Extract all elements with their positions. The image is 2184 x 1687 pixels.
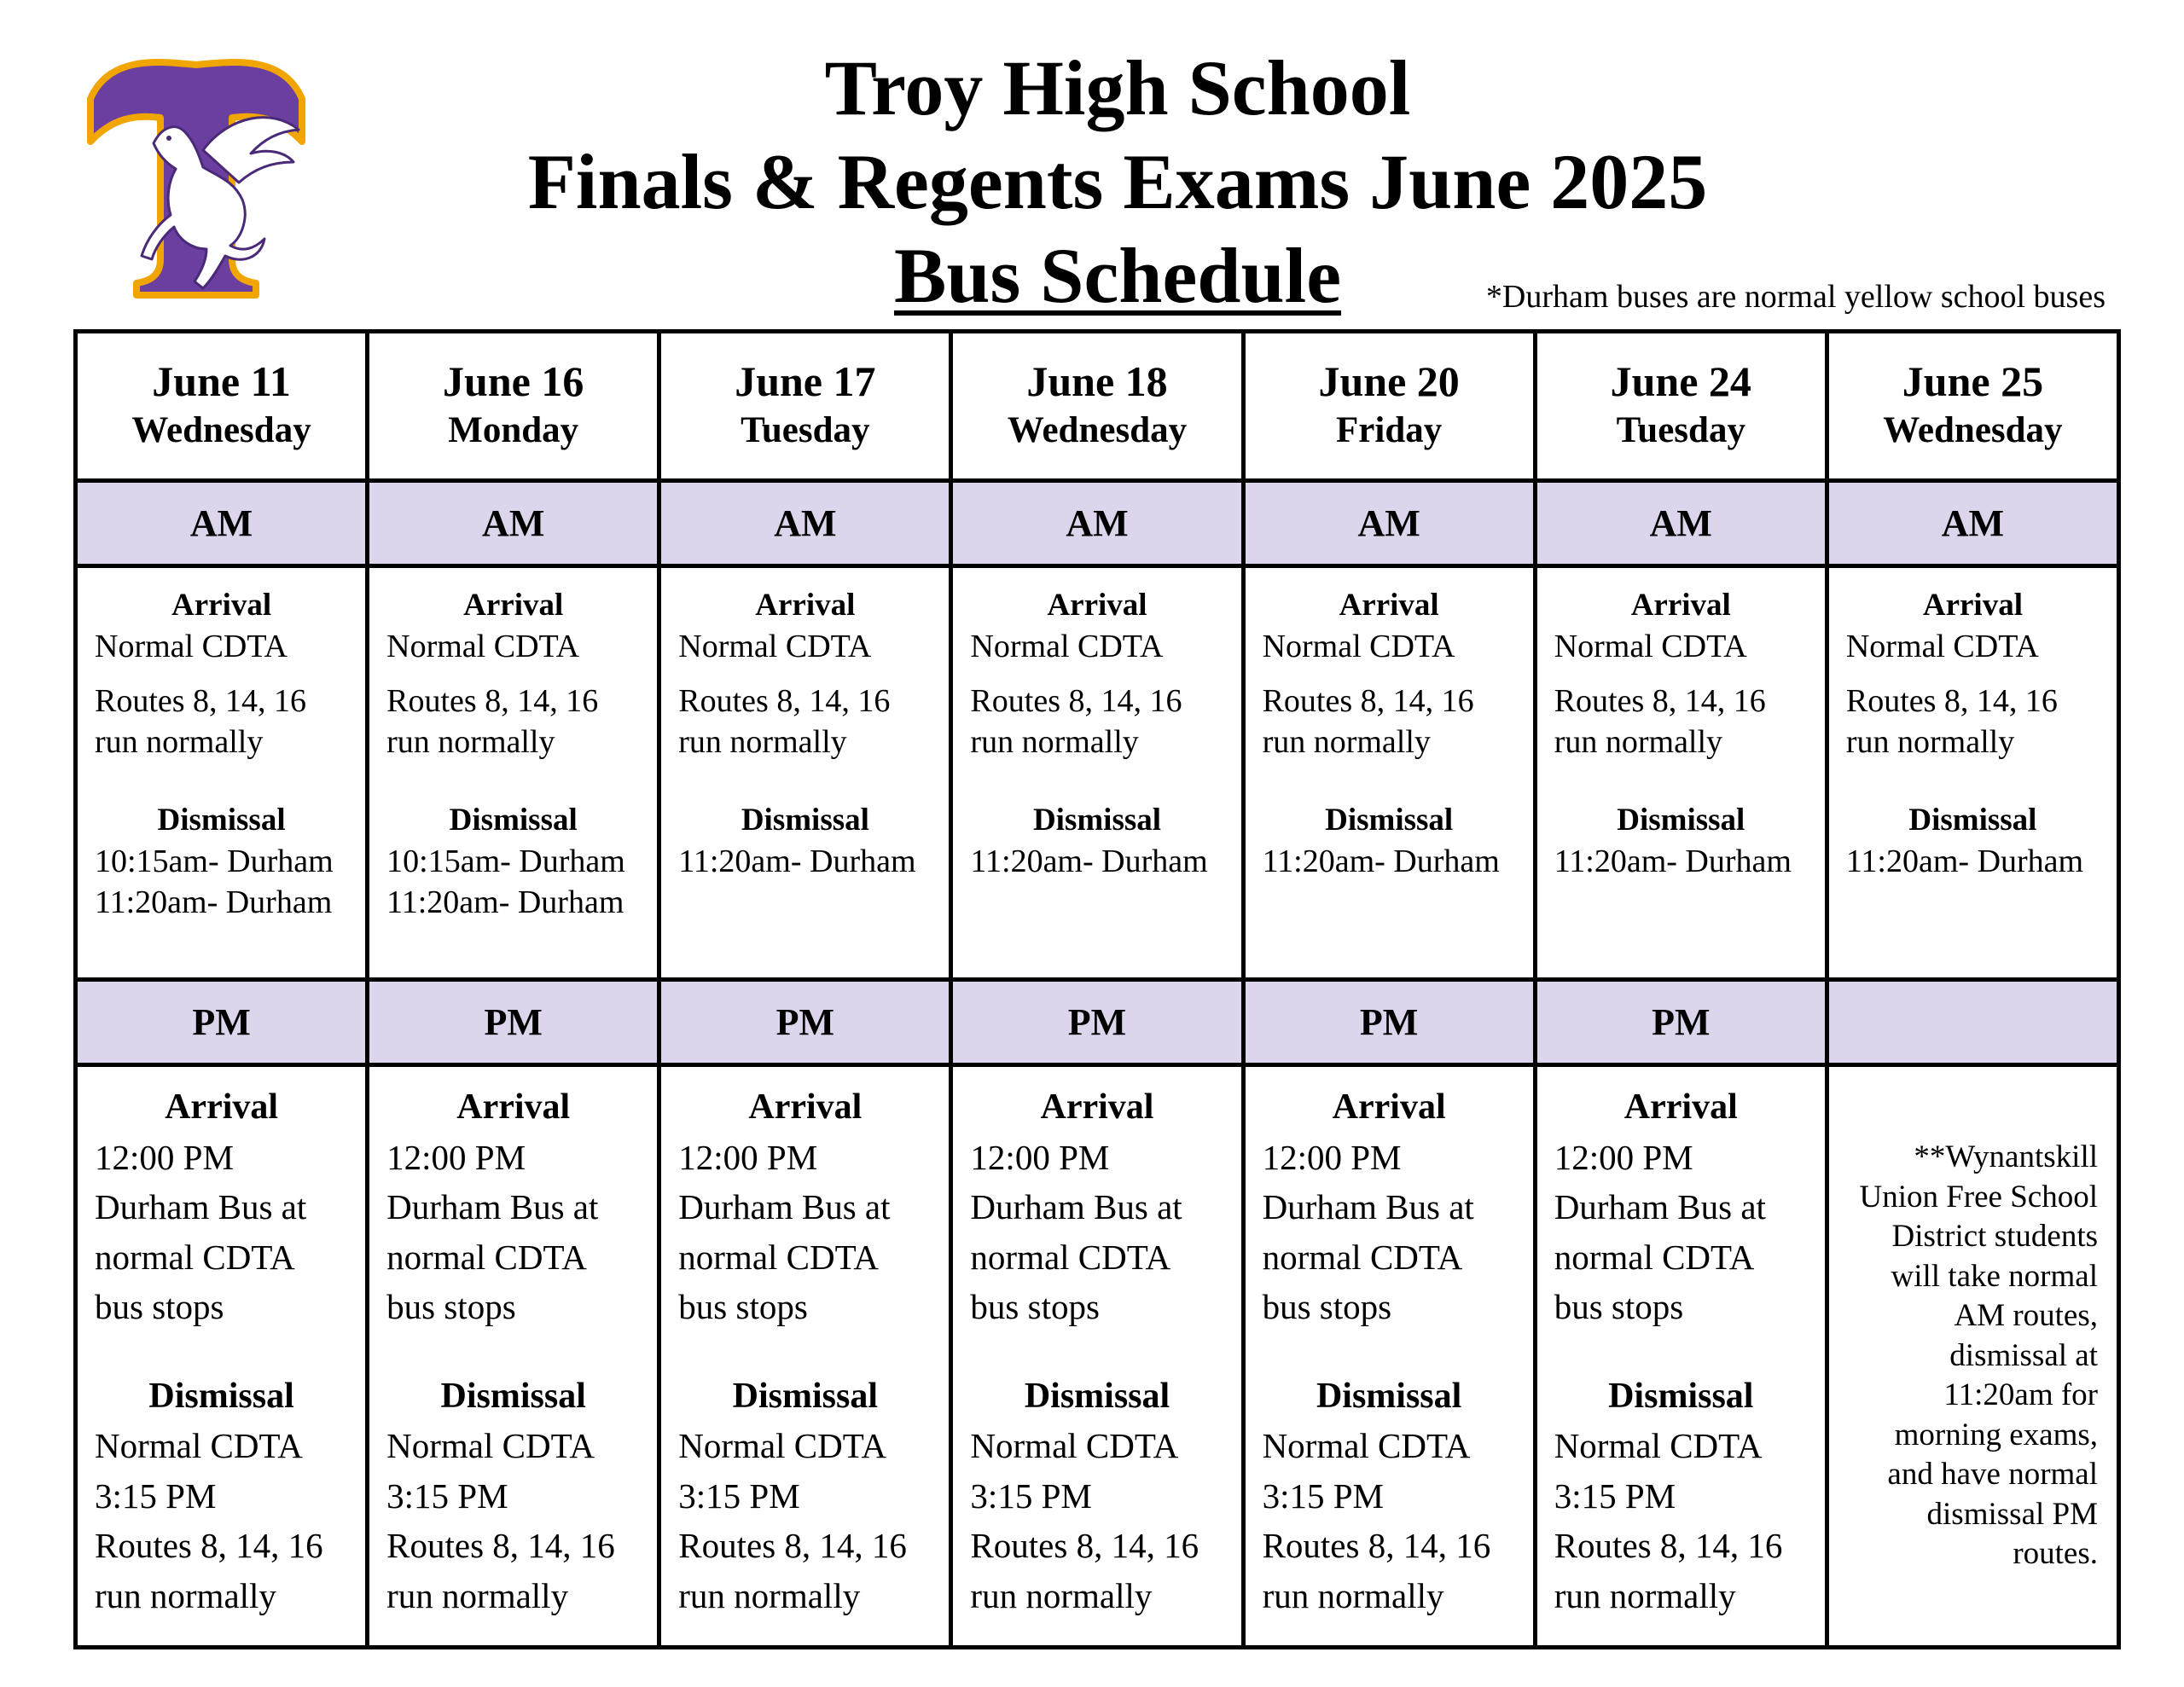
arrival-text: Normal CDTA	[1262, 629, 1455, 664]
pm-label	[1827, 980, 2118, 1065]
routes-text: Routes 8, 14, 16	[1845, 683, 2058, 719]
dismissal-time: 11:20am- Durham	[1845, 844, 2084, 879]
dismissal-time: 11:20am- Durham	[678, 844, 916, 879]
wynantskill-note-line: routes.	[2013, 1536, 2098, 1572]
dismissal-text: Normal CDTA	[95, 1426, 303, 1465]
dismissal-text: run normally	[95, 1575, 276, 1615]
arrival-text: 12:00 PM	[95, 1137, 234, 1177]
pm-cell	[659, 1065, 951, 1648]
routes-text: run normally	[386, 724, 555, 760]
wynantskill-note-line: District students	[1891, 1219, 2098, 1255]
arrival-label: Arrival	[1922, 588, 2023, 623]
wynantskill-note-line: AM routes,	[1954, 1298, 2098, 1334]
arrival-text: Durham Bus at	[970, 1187, 1182, 1226]
routes-text: Routes 8, 14, 16	[970, 683, 1182, 719]
school-name-title: Troy High School	[824, 44, 1411, 131]
day-header	[951, 332, 1243, 481]
wynantskill-note-line: dismissal PM	[1926, 1496, 2098, 1532]
am-cell	[951, 566, 1243, 980]
routes-text: Routes 8, 14, 16	[1554, 683, 1766, 719]
dismissal-time: 10:15am- Durham	[95, 844, 334, 879]
day-date: June 16	[443, 357, 584, 405]
arrival-label: Arrival	[456, 1087, 571, 1127]
dismissal-label: Dismissal	[148, 1376, 294, 1416]
day-header	[1535, 332, 1827, 481]
day-weekday: Tuesday	[1616, 410, 1745, 450]
wynantskill-note-line: will take normal	[1891, 1258, 2098, 1294]
am-label: AM	[951, 481, 1243, 566]
arrival-label: Arrival	[463, 588, 564, 623]
dismissal-label: Dismissal	[1032, 803, 1162, 838]
dismissal-time: 11:20am- Durham	[95, 884, 333, 920]
routes-text: Routes 8, 14, 16	[1262, 683, 1474, 719]
arrival-text: bus stops	[678, 1287, 808, 1326]
arrival-text: Durham Bus at	[1554, 1187, 1766, 1226]
day-date: June 18	[1026, 357, 1168, 405]
arrival-text: Normal CDTA	[1845, 629, 2039, 664]
am-label: AM	[76, 481, 368, 566]
am-cell	[368, 566, 659, 980]
day-date: June 25	[1902, 357, 2044, 405]
wynantskill-note-line: dismissal at	[1949, 1337, 2098, 1373]
pegasus-t-logo-icon	[75, 48, 317, 300]
dismissal-text: Normal CDTA	[678, 1426, 887, 1465]
arrival-text: 12:00 PM	[1262, 1137, 1402, 1177]
arrival-text: bus stops	[1554, 1287, 1684, 1326]
arrival-text: normal CDTA	[95, 1237, 295, 1277]
arrival-text: Durham Bus at	[1262, 1187, 1474, 1226]
dismissal-text: Normal CDTA	[970, 1426, 1179, 1465]
pm-band-row	[76, 980, 2119, 1065]
dismissal-text: run normally	[1554, 1575, 1736, 1615]
arrival-text: bus stops	[95, 1287, 224, 1326]
dismissal-text: Routes 8, 14, 16	[1262, 1526, 1491, 1565]
arrival-label: Arrival	[171, 588, 272, 623]
arrival-text: Durham Bus at	[386, 1187, 599, 1226]
pm-cell	[1535, 1065, 1827, 1648]
pm-label: PM	[1535, 980, 1827, 1065]
wynantskill-note-line: Union Free School	[1859, 1179, 2098, 1215]
routes-text: Routes 8, 14, 16	[95, 683, 307, 719]
dismissal-text: 3:15 PM	[678, 1475, 800, 1516]
routes-text: run normally	[1845, 724, 2015, 760]
pm-cell	[1243, 1065, 1535, 1648]
pm-label: PM	[76, 980, 368, 1065]
day-weekday: Tuesday	[741, 410, 870, 450]
day-weekday: Monday	[448, 410, 579, 450]
arrival-text: 12:00 PM	[386, 1137, 526, 1177]
pm-cell	[951, 1065, 1243, 1648]
wynantskill-note-line: 11:20am for	[1943, 1377, 2098, 1413]
dismissal-time: 11:20am- Durham	[386, 884, 624, 920]
routes-text: run normally	[1262, 724, 1431, 760]
routes-text: Routes 8, 14, 16	[678, 683, 891, 719]
dismissal-text: Routes 8, 14, 16	[95, 1526, 323, 1565]
am-cell	[1535, 566, 1827, 980]
dismissal-label: Dismissal	[1617, 803, 1745, 838]
day-header	[1827, 332, 2118, 481]
routes-text: run normally	[1554, 724, 1723, 760]
am-band-row	[76, 481, 2119, 566]
day-weekday: Wednesday	[1883, 410, 2063, 450]
arrival-text: Normal CDTA	[970, 629, 1164, 664]
dismissal-text: 3:15 PM	[970, 1475, 1092, 1516]
dismissal-label: Dismissal	[1316, 1376, 1462, 1416]
am-cell	[1243, 566, 1535, 980]
dismissal-label: Dismissal	[732, 1376, 879, 1416]
pm-label: PM	[659, 980, 951, 1065]
dismissal-time: 11:20am- Durham	[1554, 844, 1792, 879]
arrival-text: Durham Bus at	[678, 1187, 891, 1226]
pm-label: PM	[951, 980, 1243, 1065]
bus-schedule-table	[73, 329, 2121, 1643]
school-logo	[75, 48, 317, 300]
wynantskill-note-line: **Wynantskill	[1914, 1139, 2098, 1175]
arrival-text: Normal CDTA	[1554, 629, 1747, 664]
dismissal-text: 3:15 PM	[95, 1475, 217, 1516]
arrival-text: normal CDTA	[970, 1237, 1171, 1277]
arrival-text: Durham Bus at	[95, 1187, 307, 1226]
dismissal-text: Routes 8, 14, 16	[678, 1526, 907, 1565]
pm-cell	[368, 1065, 659, 1648]
arrival-text: 12:00 PM	[970, 1137, 1110, 1177]
day-weekday: Wednesday	[131, 410, 311, 450]
dismissal-label: Dismissal	[1325, 803, 1454, 838]
durham-buses-note: *Durham buses are normal yellow school buses	[1485, 279, 2106, 315]
arrival-text: bus stops	[970, 1287, 1100, 1326]
dismissal-label: Dismissal	[1908, 803, 2037, 838]
bus-schedule-title: Bus Schedule	[893, 232, 1342, 319]
arrival-label: Arrival	[748, 1087, 863, 1127]
dismissal-label: Dismissal	[440, 1376, 586, 1416]
arrival-label: Arrival	[1332, 1087, 1446, 1127]
pm-cell	[76, 1065, 368, 1648]
day-header	[368, 332, 659, 481]
dismissal-label: Dismissal	[1608, 1376, 1754, 1416]
arrival-label: Arrival	[1623, 1087, 1738, 1127]
dismissal-text: run normally	[970, 1575, 1153, 1615]
dismissal-text: Normal CDTA	[1262, 1426, 1471, 1465]
arrival-text: normal CDTA	[1554, 1237, 1755, 1277]
arrival-label: Arrival	[1047, 588, 1147, 623]
day-date: June 11	[152, 357, 291, 405]
dismissal-text: run normally	[386, 1575, 569, 1615]
wynantskill-note-line: morning exams,	[1894, 1417, 2098, 1452]
am-label: AM	[1535, 481, 1827, 566]
exam-title: Finals & Regents Exams June 2025	[527, 138, 1708, 225]
dismissal-text: Routes 8, 14, 16	[1554, 1526, 1783, 1565]
dismissal-text: 3:15 PM	[1262, 1475, 1384, 1516]
wynantskill-note-line: and have normal	[1887, 1457, 2098, 1493]
arrival-text: Normal CDTA	[678, 629, 872, 664]
am-cell	[76, 566, 368, 980]
routes-text: run normally	[95, 724, 264, 760]
routes-text: run normally	[970, 724, 1139, 760]
dismissal-text: run normally	[678, 1575, 861, 1615]
dismissal-time: 11:20am- Durham	[970, 844, 1208, 879]
arrival-text: 12:00 PM	[678, 1137, 818, 1177]
arrival-text: normal CDTA	[678, 1237, 879, 1277]
arrival-label: Arrival	[1040, 1087, 1154, 1127]
dismissal-label: Dismissal	[449, 803, 578, 838]
dismissal-text: 3:15 PM	[386, 1475, 508, 1516]
arrival-text: normal CDTA	[386, 1237, 587, 1277]
routes-text: run normally	[678, 724, 847, 760]
pm-schedule-row	[76, 1065, 2119, 1648]
day-weekday: Friday	[1336, 410, 1443, 450]
dismissal-text: Routes 8, 14, 16	[386, 1526, 615, 1565]
dismissal-text: Normal CDTA	[386, 1426, 595, 1465]
arrival-label: Arrival	[1339, 588, 1439, 623]
routes-text: Routes 8, 14, 16	[386, 683, 599, 719]
arrival-text: bus stops	[386, 1287, 516, 1326]
dismissal-label: Dismissal	[741, 803, 869, 838]
day-weekday: Wednesday	[1007, 410, 1188, 450]
dismissal-time: 10:15am- Durham	[386, 844, 625, 879]
am-schedule-row	[76, 566, 2119, 980]
arrival-text: 12:00 PM	[1554, 1137, 1693, 1177]
day-header	[76, 332, 368, 481]
arrival-text: normal CDTA	[1262, 1237, 1463, 1277]
am-cell	[1827, 566, 2118, 980]
arrival-label: Arrival	[1630, 588, 1731, 623]
day-header	[1243, 332, 1535, 481]
arrival-text: Normal CDTA	[386, 629, 580, 664]
am-label: AM	[368, 481, 659, 566]
dismissal-text: 3:15 PM	[1554, 1475, 1676, 1516]
day-date: June 17	[735, 357, 876, 405]
dismissal-label: Dismissal	[1024, 1376, 1170, 1416]
day-date: June 20	[1318, 357, 1460, 405]
arrival-text: bus stops	[1262, 1287, 1392, 1326]
am-label: AM	[1243, 481, 1535, 566]
day-header	[659, 332, 951, 481]
day-date: June 24	[1610, 357, 1751, 405]
arrival-label: Arrival	[165, 1087, 279, 1127]
dismissal-label: Dismissal	[157, 803, 286, 838]
pm-label: PM	[1243, 980, 1535, 1065]
date-header-row	[76, 332, 2119, 481]
pm-label: PM	[368, 980, 659, 1065]
dismissal-text: run normally	[1262, 1575, 1444, 1615]
arrival-label: Arrival	[755, 588, 856, 623]
am-label: AM	[1827, 481, 2118, 566]
dismissal-text: Normal CDTA	[1554, 1426, 1763, 1465]
dismissal-time: 11:20am- Durham	[1262, 844, 1500, 879]
wynantskill-note-cell	[1827, 1065, 2118, 1648]
dismissal-text: Routes 8, 14, 16	[970, 1526, 1199, 1565]
am-label: AM	[659, 481, 951, 566]
am-cell	[659, 566, 951, 980]
arrival-text: Normal CDTA	[95, 629, 288, 664]
